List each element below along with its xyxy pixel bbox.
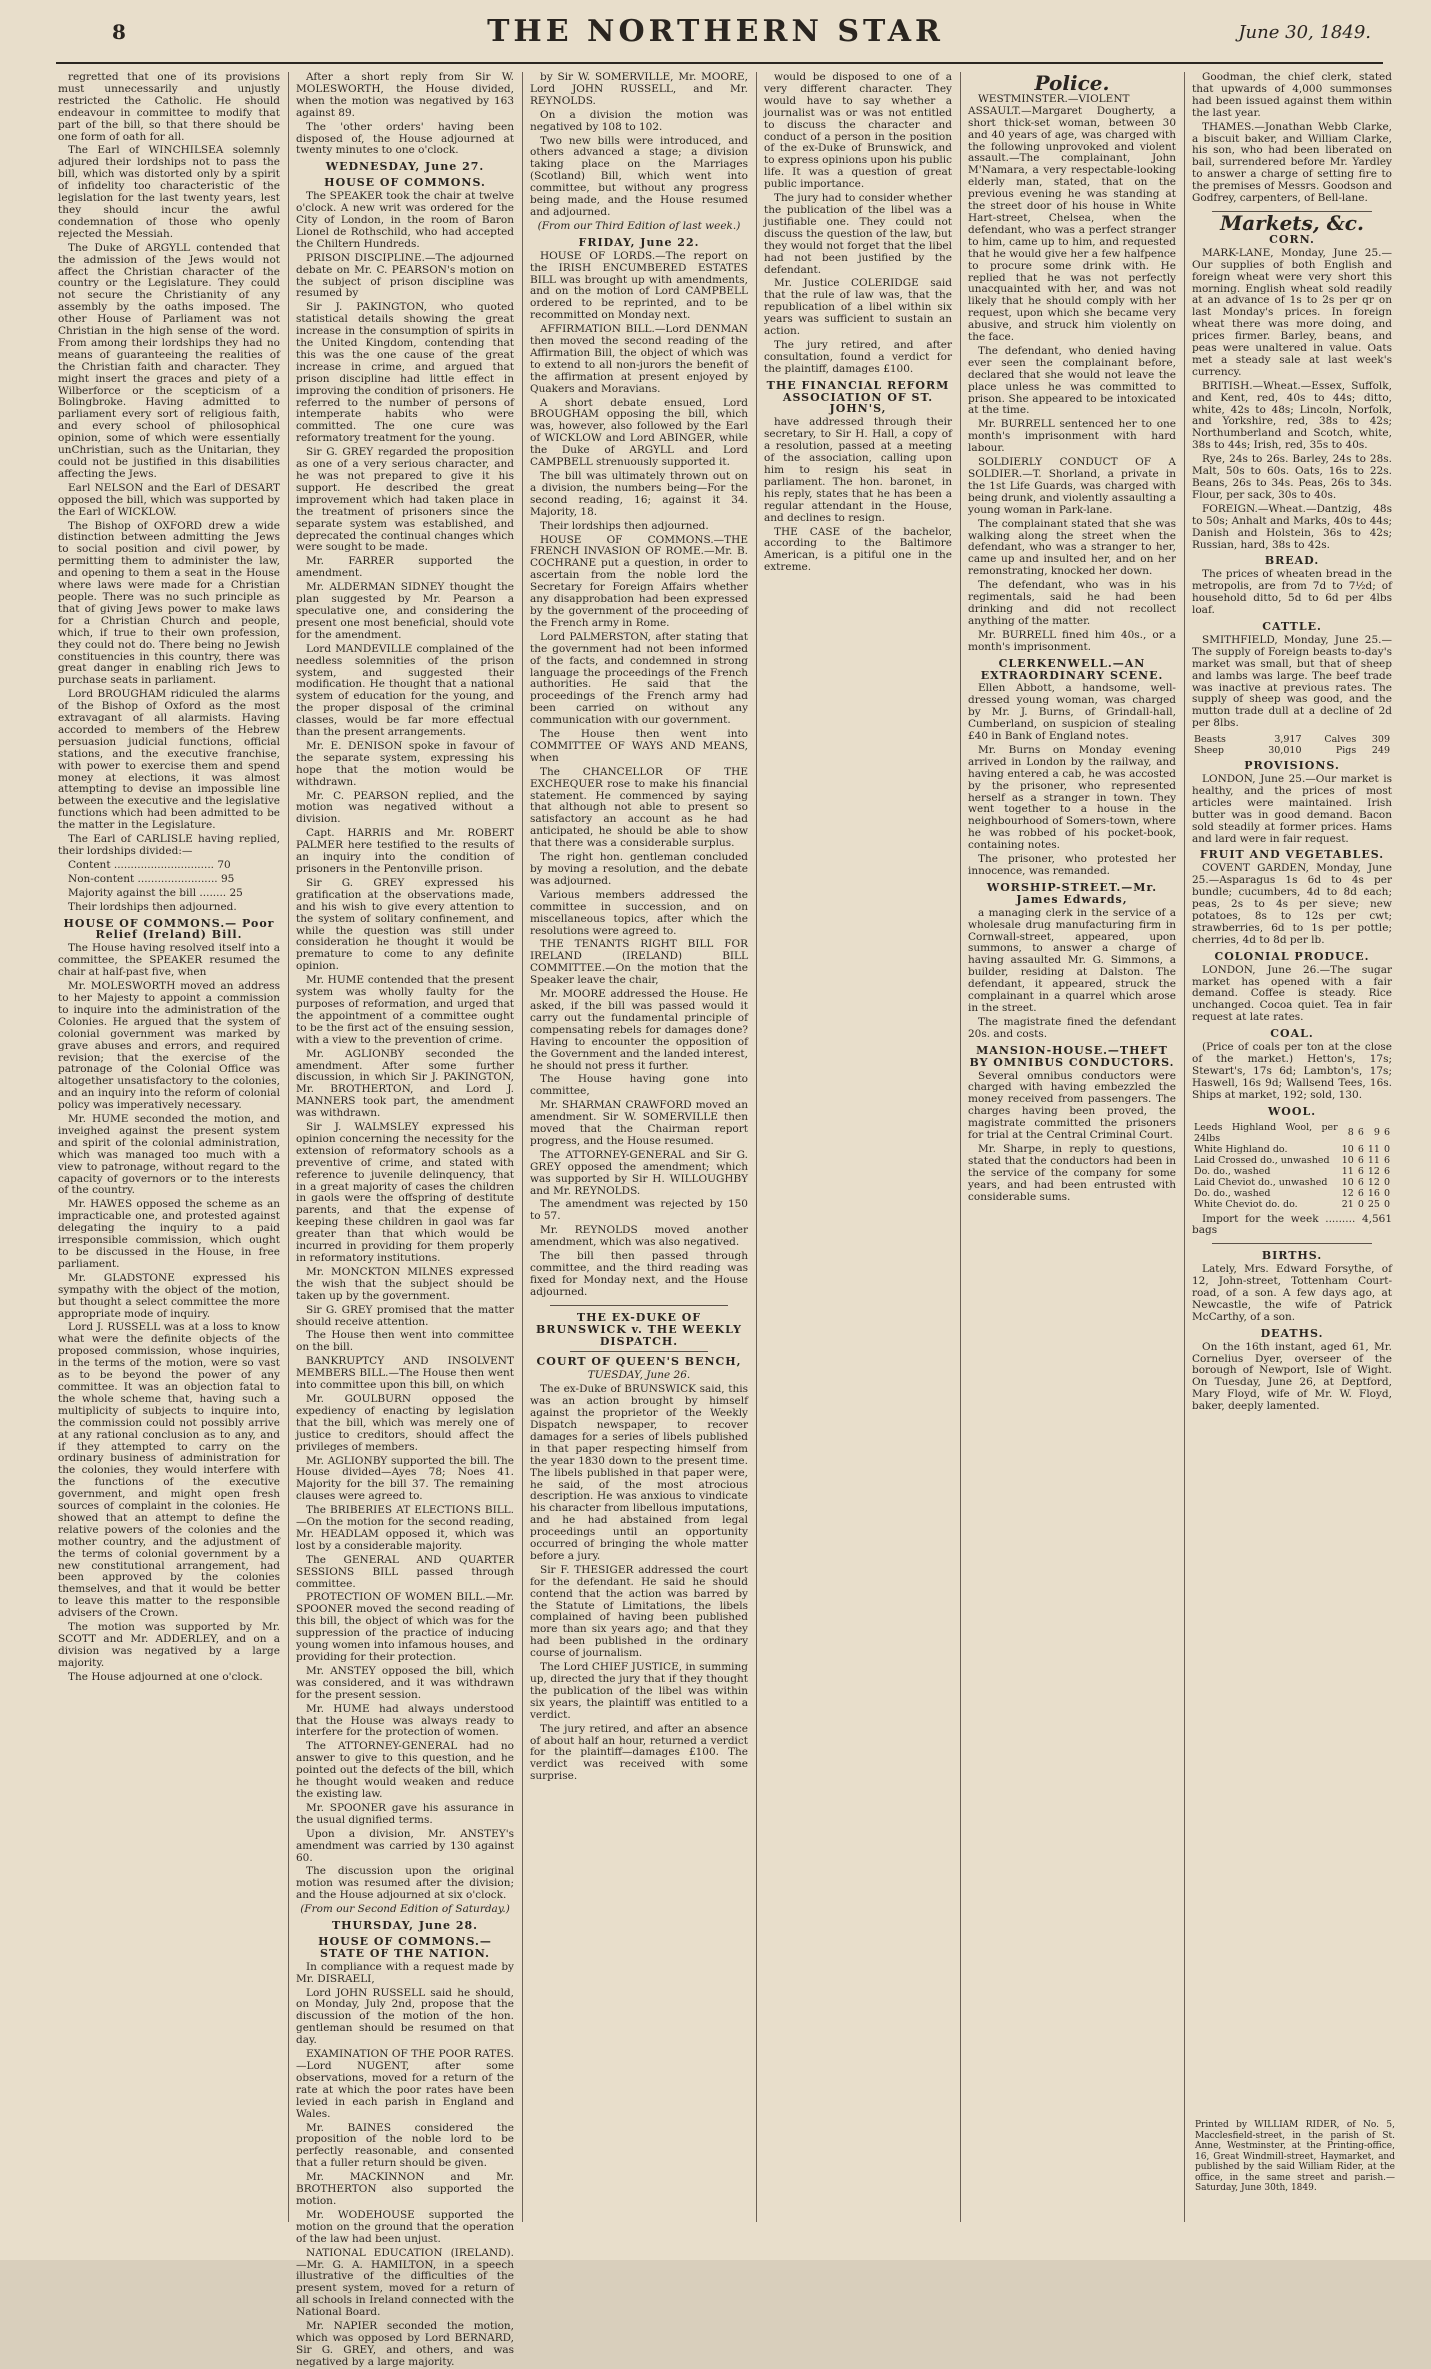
col1-paras2	[58, 943, 280, 1683]
table-cell: 0	[1383, 1198, 1390, 1210]
paragraph: Lord JOHN RUSSELL said he should, on Monday, July 2nd, propose that the discussion of the motion of the hon. gentleman should be resumed on that day.	[296, 1986, 514, 2047]
paragraph: Lord BROUGHAM ridiculed the alarms of the Bishop of Oxford as the most extravagant of all alarmists. Having accorded to members of the Hebrew persuasion judicial functions, official stations, and the executive franchise, with power to exercise them and spend money at elections, it was almost attempting to devise an impossible line between the executive and the legislative functions which had been admitted to be the matter in the Legislature.	[58, 688, 280, 832]
section-heading: THE EX-DUKE OF BRUNSWICK v. THE WEEKLY DISPATCH.	[536, 1310, 742, 1348]
section-heading: THURSDAY, June 28.	[331, 1919, 479, 1933]
edition-note: (From our Second Edition of Saturday.)	[300, 1903, 510, 1916]
paragraph: Mr. E. DENISON spoke in favour of the separate system, expressing his hope that the motion would be withdrawn.	[296, 739, 514, 788]
col2-paras3	[296, 1962, 514, 2369]
paragraph: The ATTORNEY-GENERAL had no answer to give to this question, and he pointed out the defects of the bill, which he thought would weaken and reduce the existing law.	[296, 1740, 514, 1800]
births-notice: Lately, Mrs. Edward Forsythe, of 12, John-street, Tottenham Court-road, of a son. A few days ago, at Newcastle, the wife of Patrick McCarthy, of a son.	[1192, 1263, 1392, 1323]
table-cell: Laid Cheviot do., unwashed	[1194, 1176, 1328, 1188]
paragraph: a managing clerk in the service of a wholesale drug manufacturing firm in Cornwall-street, appeared, upon summons, to answer a charge of having assaulted Mr. G. Simmons, a builder, residing at Dalston. The defendant, it appeared, struck the complainant in a quarrel which arose in the street.	[968, 906, 1176, 1014]
col2-paras	[296, 72, 514, 157]
table-cell: 11	[1341, 1165, 1354, 1177]
paragraph: The defendant, who was in his regimentals, said he had been drinking and did not recollect anything of the matter.	[968, 579, 1176, 627]
paragraph: Mr. HUME had always understood that the House was always ready to interfere for the protection of women.	[296, 1702, 514, 1739]
table-cell: 6	[1357, 1127, 1364, 1138]
table-row	[1192, 1155, 1392, 1166]
date-line: TUESDAY, June 26.	[587, 1369, 691, 1382]
deaths-notice: On the 16th instant, aged 61, Mr. Cornelius Dyer, overseer of the borough of Newport, Isle of Wight. On Tuesday, June 26, at Deptford, Mary Floyd, wife of Mr. W. Floyd, baker, deeply lamented.	[1192, 1340, 1392, 1413]
wool-import: Import for the week ......... 4,561 bags	[1192, 1212, 1392, 1237]
paragraph: Ellen Abbott, a handsome, well-dressed young woman, was charged by Mr. J. Burns, of Grindall-hall, Cumberland, on suspicion of stealing £40 in Bank of England notes.	[968, 682, 1176, 743]
paragraph: The jury retired, and after an absence of about half an hour, returned a verdict for the plaintiff—damages £100. The verdict was received with some surprise.	[530, 1722, 748, 1783]
table-row	[1192, 1122, 1392, 1144]
section-heading: COAL.	[1270, 1027, 1314, 1041]
table-cell: 12	[1367, 1165, 1380, 1177]
paragraph: Their lordships then adjourned.	[540, 519, 709, 532]
paragraph: SOLDIERLY CONDUCT OF A SOLDIER.—T. Shorland, a private in the 1st Life Guards, was charged with being drunk, and violently assaulting a young woman in Park-lane.	[968, 456, 1176, 516]
paragraph: Mr. MOLESWORTH moved an address to her Majesty to appoint a commission to inquire into the administration of the Colonies. He argued that the system of colonial government was marked by grave abuses and errors, and required revision; that the exercise of the patronage of the Colonial Office was altogether unsatisfactory to the colonies, and an inquiry into the reform of colonial policy was imperatively necessary.	[58, 980, 280, 1112]
section-heading: COURT OF QUEEN'S BENCH,	[536, 1355, 742, 1369]
section-heading: CATTLE.	[1262, 619, 1322, 633]
table-cell: 6	[1357, 1187, 1364, 1199]
paragraph: Mr. SPOONER gave his assurance in the usual dignified terms.	[296, 1801, 514, 1826]
paragraph: Lord J. RUSSELL was at a loss to know what were the definite objects of the proposed commission, whose inquiries, in the terms of the motion, were so vast as to be beyond the power of any committee. It was an objection fatal to the whole scheme that, having such a multiplicity of subjects to inquire into, the commission could not possibly arrive at any rational conclusion as to any, and if they attempted to carry on the ordinary business of administration for the colonies, they would interfere with the functions of the executive government, and might open fresh sources of complaint in the colonies. He showed that an attempt to define the relative powers of the colonies and the mother country, and the adjustment of the terms of colonial government by a new constitutional arrangement, had been approved by the colonies themselves, and that it would be better to leave this matter to the responsible advisers of the Crown.	[58, 1321, 280, 1620]
paragraph: FOREIGN.—Wheat.—Dantzig, 48s to 50s; Anhalt and Marks, 40s to 44s; Danish and Holstein, 36s to 42s; Russian, hard, 38s to 42s.	[1192, 502, 1392, 551]
paragraph: The House having gone into committee,	[530, 1073, 748, 1098]
paragraph: A short debate ensued, Lord BROUGHAM opposing the bill, which was, however, also followed by the Earl of WICKLOW and Lord ABINGER, while the Duke of ARGYLL and Lord CAMPBELL strenuously supported it.	[530, 396, 748, 469]
paragraph: The ATTORNEY-GENERAL and Sir G. GREY opposed the amendment; which was supported by Sir H. WILLOUGHBY and Mr. REYNOLDS.	[530, 1148, 748, 1197]
cattle-report: SMITHFIELD, Monday, June 25.—The supply of Foreign beasts to-day's market was small, but that of sheep and lambs was large. The beef trade was inactive at previous rates. The supply of sheep was good, and the mutton trade dull at a decline of 2d per 8lbs.	[1192, 633, 1392, 730]
paragraph: Several omnibus conductors were charged with having embezzled the money received from passengers. The charges having been proved, the magistrate committed the prisoners for trial at the Central Criminal Court.	[968, 1069, 1176, 1142]
table-row	[1192, 745, 1392, 756]
section-heading: WOOL.	[1267, 1104, 1317, 1118]
paragraph: The bill was ultimately thrown out on a division, the numbers being—For the second reading, 16; against it 34. Majority, 18.	[530, 470, 748, 518]
paragraph: MARK-LANE, Monday, June 25.—Our supplies of both English and foreign wheat were very short this morning. English wheat sold readily at an advance of 1s to 2s per qr on last Monday's prices. In foreign wheat there was more doing, and prices firmer. Barley, beans, and peas were unaltered in value. Oats met a steady sale at last week's currency.	[1192, 246, 1392, 378]
paragraph: Mr. BURRELL fined him 40s., or a month's imprisonment.	[968, 628, 1176, 653]
paragraph: THE CASE of the bachelor, according to the Baltimore American, is a pitiful one in the extreme.	[764, 525, 952, 574]
paragraph: The House then went into COMMITTEE OF WAYS AND MEANS, when	[530, 728, 748, 764]
column-divider	[1184, 72, 1185, 2222]
table-cell: 10	[1341, 1176, 1354, 1188]
section-heading: HOUSE OF COMMONS.—STATE OF THE NATION.	[318, 1934, 492, 1960]
paragraph: Mr. ALDERMAN SIDNEY thought the plan suggested by Mr. Pearson a speculative one, and considering the present one most beneficial, should vote for the amendment.	[296, 581, 514, 641]
fruit-report: COVENT GARDEN, Monday, June 25.—Asparagus 1s 6d to 4s per bundle; cucumbers, 4d to 8d each; peas, 2s to 4s per sieve; new potatoes, 8s to 12s per cwt; strawberries, 6d to 1s per pottle; cherries, 4d to 8d per lb.	[1192, 862, 1392, 946]
paragraph: Mr. MONCKTON MILNES expressed the wish that the subject should be taken up by the government.	[296, 1265, 514, 1302]
table-cell: 11	[1367, 1143, 1380, 1155]
table-cell: 12	[1367, 1176, 1380, 1188]
table-cell: 3,917	[1274, 734, 1302, 746]
table-row	[1192, 1199, 1392, 1210]
section-heading: MANSION-HOUSE.—THEFT BY OMNIBUS CONDUCTORS.	[969, 1043, 1175, 1069]
paragraph: by Sir W. SOMERVILLE, Mr. MOORE, Lord JOHN RUSSELL, and Mr. REYNOLDS.	[530, 71, 748, 107]
paragraph: The Earl of WINCHILSEA solemnly adjured their lordships not to pass the bill, which was distorted only by a spirit of infidelity too characteristic of the legislation for the last twenty years, lest they should incur the awful condemnation of those who openly rejected the Messiah.	[58, 144, 280, 240]
table-cell: 0	[1357, 1198, 1364, 1210]
table-cell: 6	[1357, 1143, 1364, 1155]
section-heading: DEATHS.	[1260, 1326, 1324, 1340]
table-cell: 10	[1341, 1143, 1354, 1155]
col3-paras3	[530, 1384, 748, 1783]
paragraph: The amendment was rejected by 150 to 57.	[530, 1198, 748, 1223]
paragraph: PRISON DISCIPLINE.—The adjourned debate on Mr. C. PEARSON's motion on the subject of prison discipline was resumed by	[296, 251, 514, 300]
paragraph: Mr. HAWES opposed the scheme as an impracticable one, and protested against delegating the inquiry to a paid irresponsible commission, which ought to be discussed in the House, in free parliament.	[58, 1198, 280, 1270]
paragraph: After a short reply from Sir W. MOLESWORTH, the House divided, when the motion was negatived by 163 against 89.	[296, 71, 514, 119]
paragraph: Sir G. GREY promised that the matter should receive attention.	[296, 1303, 514, 1328]
table-cell: Do. do., washed	[1194, 1187, 1271, 1199]
paragraph: BRITISH.—Wheat.—Essex, Suffolk, and Kent, red, 40s to 44s; ditto, white, 42s to 48s; Lincoln, Norfolk, and Yorkshire, red, 38s to 42s; Northumberland and Scotch, white, 38s to 44s; Irish, red, 35s to 40s.	[1192, 379, 1392, 452]
paragraph: Non-content ........................ 95	[68, 872, 235, 885]
table-cell: 21	[1341, 1198, 1354, 1210]
printer-imprint: Printed by WILLIAM RIDER, of No. 5, Macclesfield-street, in the parish of St. Anne, Westminster, at the Printing-office, 16, Great Windmill-street, Haymarket, and published by the said William Rider, at the office, in the same street and parish.—Saturday, June 30th, 1849.	[1195, 2120, 1395, 2193]
paragraph: Sir J. PAKINGTON, who quoted statistical details showing the great increase in the consumption of spirits in the United Kingdom, contending that this was the one cause of the great increase in crime, and argued that prison discipline had little effect in improving the condition of prisoners. He referred to the number of persons of intemperate habits who were committed. The one cure was reformatory treatment for the young.	[296, 301, 514, 445]
paragraph: would be disposed to one of a very different character. They would have to say whether a journalist was or was not entitled to discuss the character and conduct of a person in the position of the ex-Duke of Brunswick, and to express opinions upon his public life. It was a question of great public importance.	[764, 71, 952, 191]
paragraph: Capt. HARRIS and Mr. ROBERT PALMER here testified to the results of an inquiry into the condition of prisoners in the Pentonville prison.	[296, 827, 514, 875]
section-heading: BREAD.	[1264, 554, 1320, 568]
paragraph: Content .............................. 70	[68, 858, 231, 871]
paragraph: Sir J. WALMSLEY expressed his opinion concerning the necessity for the extension of reformatory schools as a preventive of crime, and stated with reference to juvenile delinquency, that in a great majority of cases the children in gaols were the offspring of destitute parents, and that the expense of keeping these children in gaol was far greater than that which would be incurred in providing for them properly in reformatory institutions.	[296, 1121, 514, 1264]
col4-paras2	[764, 417, 952, 574]
table-cell: 6	[1357, 1176, 1364, 1188]
paragraph: Mr. SHARMAN CRAWFORD moved an amendment. Sir W. SOMERVILLE then moved that the Chairman report progress, and the House resumed.	[530, 1099, 748, 1147]
paragraph: NATIONAL EDUCATION (IRELAND).—Mr. G. A. HAMILTON, in a speech illustrative of the difficulties of the present system, moved for a return of all schools in Ireland connected with the National Board.	[296, 2246, 514, 2319]
paragraph: The BRIBERIES AT ELECTIONS BILL.—On the motion for the second reading, Mr. HEADLAM opposed it, which was lost by a considerable majority.	[296, 1504, 514, 1552]
paragraph: Mr. GOULBURN opposed the expediency of enacting by legislation that the bill, which was merely one of justice to creditors, should affect the privileges of members.	[296, 1392, 514, 1453]
paragraph: Lord PALMERSTON, after stating that the government had not been informed of the facts, and condemned in strong language the proceedings of the French authorities. He said that the proceedings of the French army had been carried on without any communication with our government.	[530, 630, 748, 727]
table-cell: 9	[1373, 1127, 1380, 1138]
paragraph: Upon a division, Mr. ANSTEY's amendment was carried by 130 against 60.	[296, 1827, 514, 1864]
table-cell: Sheep	[1194, 745, 1224, 757]
section-heading: WORSHIP-STREET.—Mr. James Edwards,	[986, 880, 1158, 906]
section-heading: HOUSE OF COMMONS.	[324, 176, 486, 190]
cattle-table	[1192, 734, 1392, 756]
paragraph: Majority against the bill ........ 25	[68, 886, 243, 899]
paragraph: have addressed through their secretary, to Sir H. Hall, a copy of a resolution, passed at a meeting of the association, calling upon him to resign his seat in parliament. The hon. baronet, in his reply, states that he has been a regular attendant in the House, and declines to resign.	[764, 416, 952, 524]
paragraph: The discussion upon the original motion was resumed after the division; and the House adjourned at six o'clock.	[296, 1865, 514, 1902]
table-cell: 12	[1341, 1187, 1354, 1199]
section-rule	[550, 1305, 728, 1306]
paragraph: Two new bills were introduced, and others advanced a stage; a division taking place on the Marriages (Scotland) Bill, which went into committee, but without any progress being made, and the House resumed and adjourned.	[530, 134, 748, 218]
newspaper-title: THE NORTHERN STAR	[487, 14, 944, 49]
page-number: 8	[112, 20, 126, 44]
table-cell: 0	[1383, 1143, 1390, 1155]
paragraph: The bill then passed through committee, and the third reading was fixed for Monday next, and the House adjourned.	[530, 1250, 748, 1298]
paragraph: The complainant stated that she was walking along the street when the defendant, who was a stranger to her, came up and insulted her, and on her remonstrating, knocked her down.	[968, 517, 1176, 578]
column-divider	[756, 72, 757, 2222]
paragraph: Mr. HUME contended that the present system was wholly faulty for the purposes of reformation, and urged that the appointment of a committee ought to be the first act of the ensuing session, with a view to the prevention of crime.	[296, 974, 514, 1046]
col3-paras	[530, 72, 748, 219]
col4-paras	[764, 72, 952, 376]
paragraph: The jury retired, and after consultation, found a verdict for the plaintiff, damages £100.	[764, 338, 952, 375]
table-cell: Laid Crossed do., unwashed	[1194, 1154, 1330, 1166]
section-rule	[570, 1351, 708, 1352]
paragraph: The House having resolved itself into a committee, the SPEAKER resumed the chair at half-past five, when	[58, 942, 280, 979]
table-row	[1192, 734, 1392, 745]
markets-heading: Markets, &c.	[1220, 210, 1364, 235]
paragraph: Various members addressed the committee in succession, and on miscellaneous topics, after which the resolutions were agreed to.	[530, 888, 748, 937]
paragraph: The magistrate fined the defendant 20s. and costs.	[968, 1015, 1176, 1040]
col2-paras2	[296, 191, 514, 1902]
table-cell: White Cheviot do. do.	[1194, 1198, 1298, 1210]
paragraph: Sir G. GREY expressed his gratification at the observations made, and his wish to give every attention to the system of solitary confinement, and while the question was still under consideration he thought it would be premature to come to any definite opinion.	[296, 876, 514, 973]
paragraph: PROTECTION OF WOMEN BILL.—Mr. SPOONER moved the second reading of this bill, the object of which was for the suppression of the practice of inducing young women into infamous houses, and providing for their protection.	[296, 1591, 514, 1663]
paragraph: THAMES.—Jonathan Webb Clarke, a biscuit baker, and William Clarke, his son, who had been liberated on bail, surrendered before Mr. Yardley to answer a charge of setting fire to the premises of Messrs. Goodson and Godfrey, carpenters, of Bell-lane.	[1192, 120, 1392, 205]
table-cell: Beasts	[1194, 734, 1226, 746]
paragraph: Mr. HUME seconded the motion, and inveighed against the present system and spirit of the colonial administration, which was managed too much with a view to patronage, without regard to the capacity of governors or to the interests of the country.	[58, 1113, 280, 1197]
paragraph: On a division the motion was negatived by 108 to 102.	[530, 108, 748, 133]
paragraph: The House then went into committee on the bill.	[296, 1329, 514, 1354]
paragraph: Their lordships then adjourned.	[68, 900, 237, 913]
paragraph: Sir F. THESIGER addressed the court for the defendant. He said he should contend that the action was barred by the Statute of Limitations, the libels complained of having been published more than six years ago; and that they had been published in the ordinary course of journalism.	[530, 1563, 748, 1660]
table-cell: 0	[1383, 1187, 1390, 1199]
paragraph: The defendant, who denied having ever seen the complainant before, declared that she would not leave the place unless he was committed to prison. She appeared to be intoxicated at the time.	[968, 344, 1176, 417]
corn-paras	[1192, 248, 1392, 552]
section-heading: FRUIT AND VEGETABLES.	[1199, 848, 1385, 862]
table-cell: 30,010	[1268, 745, 1302, 757]
table-cell: 6	[1383, 1165, 1390, 1177]
paragraph: Mr. Sharpe, in reply to questions, stated that the conductors had been in the service of the company for some years, and had been entrusted with considerable sums.	[968, 1142, 1176, 1203]
wool-table	[1192, 1122, 1392, 1210]
paragraph: Earl NELSON and the Earl of DESART opposed the bill, which was supported by the Earl of WICKLOW.	[58, 481, 280, 518]
paragraph: Mr. AGLIONBY seconded the amendment. After some further discussion, in which Sir J. PAKINGTON, Mr. BROTHERTON, and Lord J. MANNERS took part, the amendment was withdrawn.	[296, 1047, 514, 1120]
table-cell: 10	[1341, 1154, 1354, 1166]
col5-paras3	[968, 908, 1176, 1041]
column-divider	[288, 72, 289, 2222]
table-cell: 6	[1357, 1154, 1364, 1166]
paragraph: Mr. REYNOLDS moved another amendment, which was also negatived.	[530, 1224, 748, 1249]
paragraph: Mr. MOORE addressed the House. He asked, if the bill was passed would it carry out the fundamental principle of compensating rebels for damages done? Having to encounter the opposition of the Government and the landed interest, he should not press it further.	[530, 988, 748, 1072]
paragraph: AFFIRMATION BILL.—Lord DENMAN then moved the second reading of the Affirmation Bill, the object of which was to extend to all non-jurors the benefit of the affirmation at present enjoyed by Quakers and Moravians.	[530, 323, 748, 395]
table-cell: 6	[1383, 1154, 1390, 1166]
section-heading: PROVISIONS.	[1244, 759, 1340, 773]
paragraph: WESTMINSTER.—VIOLENT ASSAULT.—Margaret Dougherty, a short thick-set woman, between 30 and 40 years of age, was charged with the following unprovoked and violent assault.—The complainant, John M'Namara, a very respectable-looking elderly man, stated, that on the previous evening he was standing at the street door of his house in White Hart-street, Chelsea, when the defendant, who was a perfect stranger to him, came up to him, and requested that he would give her a few halfpence to procure some drink with. He replied that he was not perfectly unacquainted with her, and was not likely that he should comply with her request, upon which she became very abusive, and struck him violently on the face.	[968, 92, 1176, 344]
provisions-report: LONDON, June 25.—Our market is healthy, and the prices of most articles were maintained. Irish butter was in good demand. Bacon sold steadily at former prices. Hams and lard were in fair request.	[1192, 773, 1392, 845]
section-rule	[1212, 1243, 1372, 1244]
table-cell: 25	[1367, 1198, 1380, 1210]
paragraph: The CHANCELLOR OF THE EXCHEQUER rose to make his financial statement. He commenced by saying that although not able to present so satisfactory an account as he had anticipated, he should be able to show that there was a considerable surplus.	[530, 765, 748, 850]
section-heading: BIRTHS.	[1261, 1249, 1323, 1263]
col5-paras	[968, 94, 1176, 654]
paragraph: The jury had to consider whether the publication of the libel was a justifiable one. They could not discuss the question of the law, but they would not forget that the libel had not been justified by the defendant.	[764, 192, 952, 276]
table-cell: Do. do., washed	[1194, 1165, 1271, 1177]
paragraph: The right hon. gentleman concluded by moving a resolution, and the debate was adjourned.	[530, 851, 748, 887]
bread-report: The prices of wheaten bread in the metropolis, are from 7d to 7½d; of household ditto, 5d to 6d per 4lbs loaf.	[1192, 568, 1392, 617]
column-1	[58, 72, 280, 2222]
paragraph: The motion was supported by Mr. SCOTT and Mr. ADDERLEY, and on a division was negatived by a large majority.	[58, 1621, 280, 1669]
section-heading: COLONIAL PRODUCE.	[1214, 949, 1370, 963]
paragraph: BANKRUPTCY AND INSOLVENT MEMBERS BILL.—The House then went into committee upon this bill, on which	[296, 1355, 514, 1392]
col3-paras2	[530, 251, 748, 1299]
paragraph: The prisoner, who protested her innocence, was remanded.	[968, 853, 1176, 877]
paragraph: The Earl of CARLISLE having replied, their lordships divided:—	[58, 833, 280, 857]
section-heading: THE FINANCIAL REFORM ASSOCIATION OF ST. JOHN'S,	[766, 378, 950, 416]
table-row	[1192, 1188, 1392, 1199]
table-cell: Calves	[1324, 734, 1357, 746]
paragraph: Mr. Burns on Monday evening arrived in London by the railway, and having entered a cab, he was accosted by the prisoner, who represented herself as a stranger in town. They went together to a house in the neighbourhood of Somers-town, where he was robbed of his pocket-book, containing notes.	[968, 743, 1176, 852]
section-heading: HOUSE OF COMMONS.— Poor Relief (Ireland) Bill.	[63, 916, 275, 942]
column-6	[1192, 72, 1392, 2112]
issue-date: June 30, 1849.	[1238, 22, 1371, 43]
paragraph: The Lord CHIEF JUSTICE, in summing up, directed the jury that if they thought the publication of the libel was within six years, the plaintiff was entitled to a verdict.	[530, 1661, 748, 1721]
paragraph: The 'other orders' having been disposed of, the House adjourned at twenty minutes to one o'clock.	[296, 120, 514, 157]
table-cell: 0	[1383, 1176, 1390, 1188]
table-cell: 309	[1371, 734, 1390, 746]
edition-note: (From our Third Edition of last week.)	[537, 219, 741, 232]
col1-paras	[58, 72, 280, 914]
col5-paras2	[968, 683, 1176, 878]
section-heading: WEDNESDAY, June 27.	[325, 160, 485, 174]
paragraph: HOUSE OF LORDS.—The report on the IRISH ENCUMBERED ESTATES BILL was brought up with amendments, and on the motion of Lord CAMPBELL ordered to be reprinted, and to be recommitted on Monday next.	[530, 249, 748, 322]
table-row	[1192, 1177, 1392, 1188]
paragraph: Mr. C. PEARSON replied, and the motion was negatived without a division.	[296, 789, 514, 826]
paragraph: Mr. BURRELL sentenced her to one month's imprisonment with hard labour.	[968, 418, 1176, 455]
paragraph: Mr. AGLIONBY supported the bill. The House divided—Ayes 78; Noes 41. Majority for the bill 37. The remaining clauses were agreed to.	[296, 1454, 514, 1503]
paragraph: In compliance with a request made by Mr. DISRAELI,	[296, 1960, 514, 1985]
colonial-report: LONDON, June 26.—The sugar market has opened with a fair demand. Coffee is steady. Rice unchanged. Cocoa quiet. Tea in fair request at late rates.	[1192, 963, 1392, 1024]
table-cell: 249	[1371, 745, 1390, 757]
table-cell: 11	[1367, 1154, 1380, 1166]
table-cell: 6	[1383, 1127, 1390, 1138]
paragraph: Goodman, the chief clerk, stated that upwards of 4,000 summonses had been issued against them within the last year.	[1192, 71, 1392, 119]
column-5	[968, 72, 1176, 2222]
column-divider	[522, 72, 523, 2222]
column-3	[530, 72, 748, 2222]
coal-report: (Price of coals per ton at the close of the market.) Hetton's, 17s; Stewart's, 17s 6d; Lambton's, 17s; Haswell, 16s 9d; Wallsend Tees, 16s. Ships at market, 192; sold, 130.	[1192, 1041, 1392, 1101]
paragraph: Mr. NAPIER seconded the motion, which was opposed by Lord BERNARD, Sir G. GREY, and others, and was negatived by a large majority.	[296, 2320, 514, 2368]
masthead-rule	[56, 62, 1383, 64]
section-heading: CLERKENWELL.—AN EXTRAORDINARY SCENE.	[980, 656, 1164, 682]
table-cell: Leeds Highland Wool, per 24lbs	[1194, 1121, 1338, 1144]
police-heading: Police.	[1034, 71, 1110, 95]
paragraph: HOUSE OF COMMONS.—THE FRENCH INVASION OF ROME.—Mr. B. COCHRANE put a question, in order to ascertain from the noble lord the Secretary for Foreign Affairs whether any disapprobation had been expressed by the government of the proceeding of the French army in Rome.	[530, 533, 748, 629]
paragraph: The GENERAL AND QUARTER SESSIONS BILL passed through committee.	[296, 1553, 514, 1590]
paragraph: Mr. ANSTEY opposed the bill, which was considered, and it was withdrawn for the present session.	[296, 1664, 514, 1701]
paragraph: Mr. WODEHOUSE supported the motion on the ground that the operation of the law had been unjust.	[296, 2208, 514, 2245]
paragraph: The SPEAKER took the chair at twelve o'clock. A new writ was ordered for the City of London, in the room of Baron Lionel de Rothschild, who had accepted the Chiltern Hundreds.	[296, 190, 514, 250]
paragraph: The Bishop of OXFORD drew a wide distinction between admitting the Jews to social position and civil power, by permitting them to administer the law, and opening to them a seat in the House where laws were made for a Christian people. There was no such principle as that of giving Jews power to make laws for a Christian Church and people, which, if true to their own profession, they could not do. There being no Jewish constituencies in this country, there was great danger in enabling rich Jews to purchase seats in parliament.	[58, 519, 280, 687]
table-row	[1192, 1144, 1392, 1155]
paragraph: Mr. FARRER supported the amendment.	[296, 555, 514, 580]
table-cell: White Highland do.	[1194, 1143, 1288, 1155]
paragraph: The ex-Duke of BRUNSWICK said, this was an action brought by himself against the proprietor of the Weekly Dispatch newspaper, to recover damages for a series of libels published in that paper respecting himself from the year 1830 down to the present time. The libels published in that paper were, he said, of the most atrocious description. He was anxious to vindicate his character from libellous imputations, and he had abstained from legal proceedings until an opportunity occurred of bringing the whole matter before a jury.	[530, 1383, 748, 1562]
table-row	[1192, 1166, 1392, 1177]
paragraph: Mr. BAINES considered the proposition of the noble lord to be perfectly reasonable, and consented that a fuller return should be given.	[296, 2121, 514, 2170]
paragraph: Mr. Justice COLERIDGE said that the rule of law was, that the republication of a libel within six years was sufficient to sustain an action.	[764, 277, 952, 338]
column-divider	[960, 72, 961, 2222]
column-2	[296, 71, 514, 2368]
column-4	[764, 72, 952, 2222]
paragraph: Rye, 24s to 26s. Barley, 24s to 28s. Malt, 50s to 60s. Oats, 16s to 22s. Beans, 26s to 34s. Peas, 26s to 34s. Flour, per sack, 30s to 40s.	[1192, 453, 1392, 501]
col6-paras	[1192, 72, 1392, 205]
paragraph: THE TENANTS RIGHT BILL FOR IRELAND (IRELAND) BILL COMMITTEE.—On the motion that the Speaker leave the chair,	[530, 938, 748, 987]
paragraph: Sir G. GREY regarded the proposition as one of a very serious character, and he was not prepared to give it his support. He described the great improvement which had taken place in the treatment of prisoners since the separate system was established, and deprecated the continual changes which were sought to be made.	[296, 446, 514, 554]
table-cell: 8	[1347, 1127, 1354, 1138]
paragraph: Mr. MACKINNON and Mr. BROTHERTON also supported the motion.	[296, 2171, 514, 2207]
col5-paras4	[968, 1071, 1176, 1204]
paragraph: EXAMINATION OF THE POOR RATES.—Lord NUGENT, after some observations, moved for a return of the rate at which the poor rates have been levied in each parish in England and Wales.	[296, 2048, 514, 2120]
paragraph: regretted that one of its provisions must unnecessarily and unjustly restricted the Catholic. He should endeavour in committee to modify that part of the bill, so that there should be one form of oath for all.	[58, 71, 280, 143]
paragraph: The House adjourned at one o'clock.	[68, 1670, 263, 1683]
paragraph: The Duke of ARGYLL contended that the admission of the Jews would not affect the Christian character of the country or the Legislature. They could not secure the Christianity of any assembly by the oaths imposed. The other House of Parliament was not Christian in the high sense of the word. From among their lordships they had no means of guaranteeing the realities of the Christian faith and character. They might insert the graces and piety of a Wilberforce or the scepticism of a Bolingbroke. Having admitted to parliament every sort of religious faith, and every school of philosophical opinion, some of which were essentially unChristian, such as the Unitarian, they could not be justified in this disabilities affecting the Jews.	[58, 241, 280, 480]
section-heading: CORN.	[1269, 232, 1315, 246]
table-cell: 16	[1367, 1187, 1380, 1199]
masthead	[0, 0, 1431, 58]
table-cell: 6	[1357, 1165, 1364, 1177]
table-cell: Pigs	[1335, 745, 1357, 757]
section-heading: FRIDAY, June 22.	[578, 235, 700, 249]
paragraph: Lord MANDEVILLE complained of the needless solemnities of the prison system, and suggested their modification. He thought that a national system of education for the young, and the proper disposal of the criminal classes, would be far more effectual than the present arrangements.	[296, 642, 514, 739]
paragraph: Mr. GLADSTONE expressed his sympathy with the object of the motion, but thought a select committee the more appropriate mode of inquiry.	[58, 1271, 280, 1320]
